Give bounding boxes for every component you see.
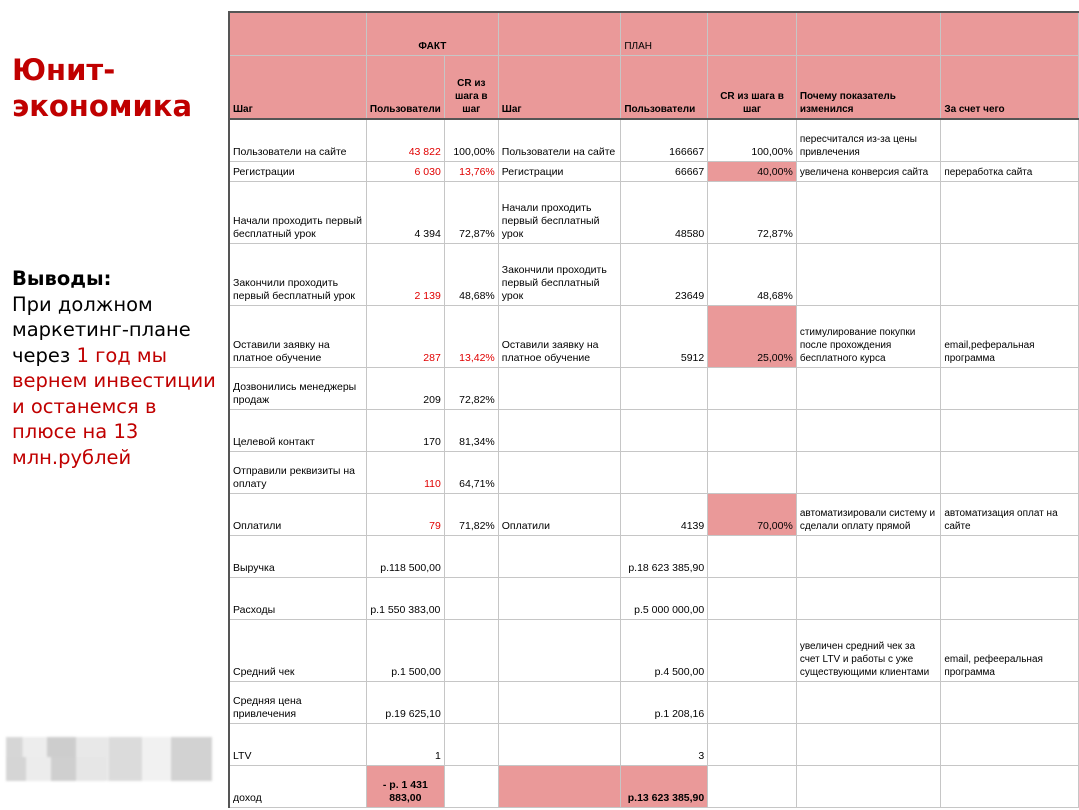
step-plan-cell xyxy=(498,577,621,619)
table-row xyxy=(229,535,1079,577)
how-cell: email, рефееральная программа xyxy=(941,619,1079,681)
step-plan-cell: Оставили заявку на платное обучение xyxy=(498,305,621,367)
users-fact-cell: - р. 1 431 883,00 xyxy=(366,765,444,807)
cr-plan-cell xyxy=(708,451,797,493)
step-cell: доход xyxy=(229,765,366,807)
cr-fact-cell: 13,76% xyxy=(444,161,498,181)
table-row xyxy=(229,577,1079,619)
why-cell: пересчитался из-за цены привлечения xyxy=(796,119,941,161)
users-fact-cell: р.19 625,10 xyxy=(366,681,444,723)
col-header-why: Почему показатель изменился xyxy=(796,55,941,119)
why-cell xyxy=(796,723,941,765)
cr-plan-cell xyxy=(708,765,797,807)
cr-plan-cell xyxy=(708,535,797,577)
step-cell: Целевой контакт xyxy=(229,409,366,451)
step-cell: Выручка xyxy=(229,535,366,577)
step-cell: Регистрации xyxy=(229,161,366,181)
step-cell: Средний чек xyxy=(229,619,366,681)
users-plan-cell: р.13 623 385,90 xyxy=(621,765,708,807)
how-cell xyxy=(941,367,1079,409)
table-row xyxy=(229,723,1079,765)
step-plan-cell xyxy=(498,451,621,493)
cr-fact-cell: 100,00% xyxy=(444,119,498,161)
cr-plan-cell: 40,00% xyxy=(708,161,797,181)
step-plan-cell xyxy=(498,367,621,409)
users-fact-cell: 209 xyxy=(366,367,444,409)
table-row xyxy=(229,681,1079,723)
users-plan-cell xyxy=(621,367,708,409)
col-header-cr-plan: CR из шага в шаг xyxy=(708,55,797,119)
table-row xyxy=(229,493,1079,535)
how-cell xyxy=(941,451,1079,493)
how-cell: автоматизация оплат на сайте xyxy=(941,493,1079,535)
group-fact-header: ФАКТ xyxy=(366,12,498,55)
step-plan-cell xyxy=(498,535,621,577)
cr-fact-cell xyxy=(444,619,498,681)
col-header-users-plan: Пользователи xyxy=(621,55,708,119)
col-header-cr-fact: CR из шага в шаг xyxy=(444,55,498,119)
users-plan-cell: 23649 xyxy=(621,243,708,305)
why-cell xyxy=(796,181,941,243)
table-row xyxy=(229,765,1079,807)
table-row xyxy=(229,243,1079,305)
why-cell: автоматизировали систему и сделали оплату прямой xyxy=(796,493,941,535)
users-plan-cell: 4139 xyxy=(621,493,708,535)
col-header-how: За счет чего xyxy=(941,55,1079,119)
step-plan-cell xyxy=(498,681,621,723)
step-cell: Оставили заявку на платное обучение xyxy=(229,305,366,367)
step-cell: Отправили реквизиты на оплату xyxy=(229,451,366,493)
cr-plan-cell xyxy=(708,577,797,619)
cr-plan-cell: 70,00% xyxy=(708,493,797,535)
users-fact-cell: 4 394 xyxy=(366,181,444,243)
table-row xyxy=(229,451,1079,493)
how-cell xyxy=(941,535,1079,577)
users-fact-cell: 6 030 xyxy=(366,161,444,181)
cr-fact-cell: 48,68% xyxy=(444,243,498,305)
how-cell xyxy=(941,409,1079,451)
cr-plan-cell xyxy=(708,619,797,681)
step-cell: LTV xyxy=(229,723,366,765)
cr-plan-cell: 48,68% xyxy=(708,243,797,305)
how-cell: переработка сайта xyxy=(941,161,1079,181)
users-fact-cell: р.118 500,00 xyxy=(366,535,444,577)
step-plan-cell xyxy=(498,765,621,807)
why-cell xyxy=(796,367,941,409)
cr-plan-cell xyxy=(708,681,797,723)
cr-plan-cell: 25,00% xyxy=(708,305,797,367)
users-fact-cell: р.1 550 383,00 xyxy=(366,577,444,619)
step-cell: Оплатили xyxy=(229,493,366,535)
why-cell xyxy=(796,577,941,619)
why-cell xyxy=(796,535,941,577)
table-row xyxy=(229,619,1079,681)
users-plan-cell xyxy=(621,451,708,493)
step-cell: Дозвонились менеджеры продаж xyxy=(229,367,366,409)
step-plan-cell: Начали проходить первый бесплатный урок xyxy=(498,181,621,243)
users-fact-cell: р.1 500,00 xyxy=(366,619,444,681)
why-cell: увеличена конверсия сайта xyxy=(796,161,941,181)
table-row xyxy=(229,305,1079,367)
conclusions-highlight: 1 год мы вернем инвестиции и останемся в плюсе на 13 млн.рублей xyxy=(12,343,216,469)
cr-fact-cell: 71,82% xyxy=(444,493,498,535)
users-fact-cell: 1 xyxy=(366,723,444,765)
users-plan-cell: 5912 xyxy=(621,305,708,367)
users-fact-cell: 43 822 xyxy=(366,119,444,161)
step-plan-cell xyxy=(498,619,621,681)
table-row xyxy=(229,119,1079,161)
why-cell: стимулирование покупки после прохождения бесплатного курса xyxy=(796,305,941,367)
cr-plan-cell xyxy=(708,409,797,451)
users-fact-cell: 170 xyxy=(366,409,444,451)
users-fact-cell: 287 xyxy=(366,305,444,367)
users-fact-cell: 2 139 xyxy=(366,243,444,305)
users-plan-cell: р.1 208,16 xyxy=(621,681,708,723)
step-cell: Пользователи на сайте xyxy=(229,119,366,161)
how-cell xyxy=(941,765,1079,807)
header-empty-5 xyxy=(941,12,1079,55)
step-cell: Расходы xyxy=(229,577,366,619)
why-cell xyxy=(796,765,941,807)
conclusions-block xyxy=(12,266,222,470)
cr-plan-cell: 72,87% xyxy=(708,181,797,243)
users-fact-cell: 110 xyxy=(366,451,444,493)
users-plan-cell: 166667 xyxy=(621,119,708,161)
table-row xyxy=(229,181,1079,243)
users-plan-cell: р.5 000 000,00 xyxy=(621,577,708,619)
cr-fact-cell: 64,71% xyxy=(444,451,498,493)
header-empty-1 xyxy=(229,12,366,55)
header-empty-3 xyxy=(708,12,797,55)
cr-fact-cell xyxy=(444,577,498,619)
blurred-logo xyxy=(6,737,212,781)
why-cell: увеличен средний чек за счет LTV и работы с уже существующими клиентами xyxy=(796,619,941,681)
why-cell xyxy=(796,451,941,493)
conclusions-heading: Выводы: xyxy=(12,267,112,290)
header-empty-4 xyxy=(796,12,941,55)
cr-plan-cell: 100,00% xyxy=(708,119,797,161)
users-plan-cell: 48580 xyxy=(621,181,708,243)
users-plan-cell xyxy=(621,409,708,451)
why-cell xyxy=(796,681,941,723)
how-cell xyxy=(941,181,1079,243)
slide-title: Юнит-экономика xyxy=(12,53,193,123)
cr-fact-cell: 72,82% xyxy=(444,367,498,409)
step-cell: Закончили проходить первый бесплатный урок xyxy=(229,243,366,305)
unit-economics-table xyxy=(228,11,1079,808)
table-row xyxy=(229,161,1079,181)
step-plan-cell xyxy=(498,409,621,451)
users-plan-cell: р.18 623 385,90 xyxy=(621,535,708,577)
step-plan-cell xyxy=(498,723,621,765)
users-plan-cell: 66667 xyxy=(621,161,708,181)
cr-fact-cell: 81,34% xyxy=(444,409,498,451)
cr-fact-cell: 13,42% xyxy=(444,305,498,367)
table-row xyxy=(229,367,1079,409)
how-cell xyxy=(941,577,1079,619)
conclusions-text: При должном маркетинг-плане через xyxy=(12,292,191,367)
how-cell xyxy=(941,723,1079,765)
col-header-step-plan: Шаг xyxy=(498,55,621,119)
users-fact-cell: 79 xyxy=(366,493,444,535)
cr-fact-cell xyxy=(444,681,498,723)
cr-fact-cell: 72,87% xyxy=(444,181,498,243)
how-cell xyxy=(941,681,1079,723)
cr-fact-cell xyxy=(444,765,498,807)
step-plan-cell: Закончили проходить первый бесплатный урок xyxy=(498,243,621,305)
step-cell: Начали проходить первый бесплатный урок xyxy=(229,181,366,243)
step-plan-cell: Регистрации xyxy=(498,161,621,181)
step-plan-cell: Оплатили xyxy=(498,493,621,535)
cr-plan-cell xyxy=(708,723,797,765)
col-header-step: Шаг xyxy=(229,55,366,119)
cr-plan-cell xyxy=(708,367,797,409)
why-cell xyxy=(796,409,941,451)
step-plan-cell: Пользователи на сайте xyxy=(498,119,621,161)
why-cell xyxy=(796,243,941,305)
header-empty-2 xyxy=(498,12,621,55)
step-cell: Средняя цена привлечения xyxy=(229,681,366,723)
table-row xyxy=(229,409,1079,451)
how-cell: email,реферальная программа xyxy=(941,305,1079,367)
how-cell xyxy=(941,119,1079,161)
users-plan-cell: 3 xyxy=(621,723,708,765)
cr-fact-cell xyxy=(444,535,498,577)
how-cell xyxy=(941,243,1079,305)
col-header-users-fact: Пользователи xyxy=(366,55,444,119)
users-plan-cell: р.4 500,00 xyxy=(621,619,708,681)
cr-fact-cell xyxy=(444,723,498,765)
group-plan-header: ПЛАН xyxy=(621,12,708,55)
